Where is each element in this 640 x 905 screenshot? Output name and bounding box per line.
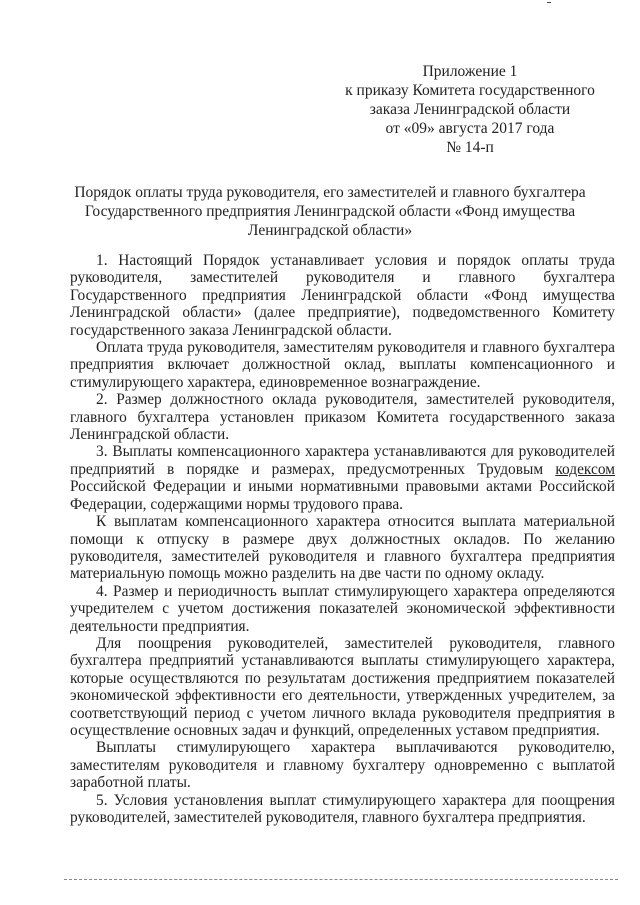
- scan-mark: [547, 2, 551, 3]
- appendix-number: Приложение 1: [422, 63, 518, 80]
- title-line-2: Государственного предприятия Ленинградской области «Фонд имущества: [84, 203, 576, 220]
- paragraph-5: К выплатам компенсационного характера относится выплата материальной помощи к отпуску в размере двух должностных окладов. По желанию руководителя, заместителей руководителя и главного бухгалтера предприятия материальную помощь можно разделить на две части по одному окладу.: [70, 513, 615, 583]
- paragraph-8: Выплаты стимулирующего характера выплачиваются руководителю, заместителям руководителя и главному бухгалтеру одновременно с выплатой заработной платы.: [70, 739, 615, 792]
- paragraph-9: 5. Условия установления выплат стимулирующего характера для поощрения руководителей, заместителей руководителя, главного бухгалтера предприятия.: [70, 791, 615, 826]
- scan-bottom-edge: [64, 879, 618, 880]
- appendix-order-ref: к приказу Комитета государственного: [345, 82, 595, 99]
- paragraph-7: Для поощрения руководителей, заместителей руководителя, главного бухгалтера предприятий устанавливаются выплаты стимулирующего характера, которые осуществляются по результатам достижения предприятием показателей экономической эффективности его деятельности, утвержденных учредителем, за соответствующий период с учетом личного вклада руководителя предприятия в осуществление основных задач и функций, определенных уставом предприятия.: [70, 634, 615, 739]
- appendix-header: [330, 62, 610, 157]
- paragraph-3: 2. Размер должностного оклада руководителя, заместителей руководителя, главного бухгалтера установлен приказом Комитета государственного заказа Ленинградской области.: [70, 391, 615, 444]
- document-title: [70, 183, 590, 240]
- labor-code-link[interactable]: кодексом: [555, 460, 615, 478]
- document-body: [70, 252, 615, 826]
- paragraph-4: [70, 443, 615, 513]
- paragraph-6: 4. Размер и периодичность выплат стимулирующего характера определяются учредителем с учетом достижения показателей экономической эффективности деятельности предприятия.: [70, 582, 615, 635]
- title-line-1: Порядок оплаты труда руководителя, его заместителей и главного бухгалтера: [74, 184, 586, 201]
- appendix-committee: заказа Ленинградской области: [369, 101, 571, 118]
- paragraph-2: Оплата труда руководителя, заместителям руководителя и главного бухгалтера предприятия включает должностной оклад, выплаты компенсационного и стимулирующего характера, единовременное вознаграждение.: [70, 339, 615, 391]
- appendix-order-number: № 14-п: [446, 139, 494, 156]
- paragraph-4-text-start: 3. Выплаты компенсационного характера устанавливаются для руководителей предприятий в порядке и размерах, предусмотренных Трудовым: [70, 443, 615, 478]
- paragraph-4-text-end: Российской Федерации и иными нормативными правовыми актами Российской Федерации, содержащими нормы трудового права.: [70, 478, 615, 513]
- appendix-date: от «09» августа 2017 года: [385, 120, 555, 137]
- title-line-3: Ленинградской области»: [247, 222, 413, 239]
- paragraph-1: 1. Настоящий Порядок устанавливает условия и порядок оплаты труда руководителя, заместителей руководителя и главного бухгалтера Государственного предприятия Ленинградской области «Фонд имущества Ленинградской области» (далее предприятие), подведомственного Комитету государственного заказа Ленинградской области.: [70, 252, 615, 339]
